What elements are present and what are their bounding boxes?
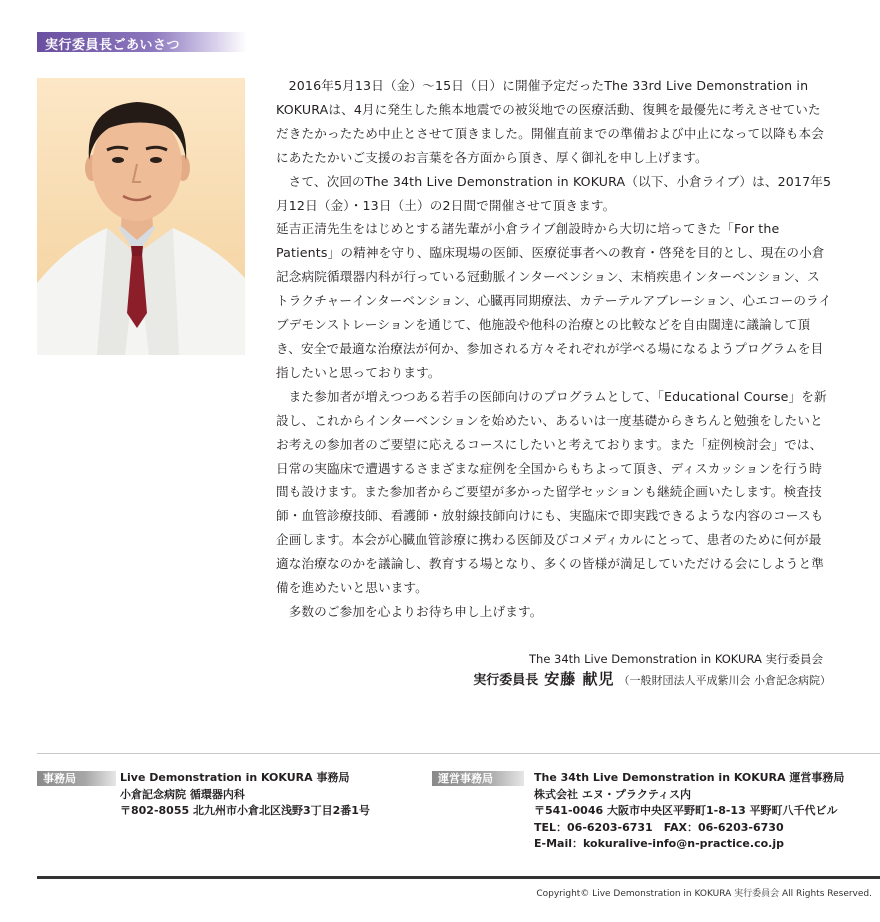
divider (37, 753, 880, 754)
paragraph: また参加者が増えつつある若手の医師向けのプログラムとして、「Educational Course」を新設し、これからインターベンションを始めたい、あるいは一度基礎からきちんと勉強をしたいとお考えの参加者のご要望に応えるコースにしたいと考えております。また「症例検討会」では、日常の実臨床で遭遇するさまざまな症例を全国からもちよって頂き、ディスカッションを行う時間も設けます。また参加者からご要望が多かった留学セッションも継続企画いたします。検査技師・血管診療技師、看護師・放射線技師向けにも、実臨床で即実践できるような内容のコースも企画します。本会が心臓血管診療に携わる医師及びコメディカルにとって、患者のために何が最適な治療なのかを議論し、教育する場となり、多くの皆様が満足していただける会にしようと準備を進めたいと思います。 (276, 388, 827, 596)
paragraph: 延吉正清先生をはじめとする諸先輩が小倉ライブ創設時から大切に培ってきた「For the Patients」の精神を守り、臨床現場の医師、医療従事者への教育・啓発を目的とし、現在の小倉記念病院循環器内科が行っている冠動脈インターベンション、末梢疾患インターベンション、ストラクチャーインターベンション、心臓再同期療法、カテーテルアブレーション、心エコーのライブデモンストレーションを通じて、他施設や他科の治療との比較などを自由闊達に議論して頂き、安全で最適な治療法が何か、参加される方々それぞれが学べる場になるようプログラムを目指したいと思っております。 (276, 221, 832, 380)
office-info (120, 770, 370, 820)
office-info-line: 〒802-8055 北九州市小倉北区浅野3丁目2番1号 (120, 804, 370, 817)
signature-name: 安藤 献児 (544, 670, 615, 688)
chairman-photo (37, 78, 245, 355)
paragraph: 多数のご参加を心よりお待ち申し上げます。 (288, 603, 543, 619)
operations-info-line: 〒541-0046 大阪市中央区平野町1-8-13 平野町八千代ビル (534, 804, 838, 817)
operations-info-line: The 34th Live Demonstration in KOKURA 運営事務局 (534, 771, 845, 784)
office-badge: 事務局 (37, 771, 116, 786)
paragraph: 2016年5月13日（金）～15日（日）に開催予定だったThe 33rd Live Demonstration in KOKURAは、4月に発生した熊本地震での被災地での医療活動、復興を最優先に考えさせていただきたかったため中止とさせて頂きました。開催直前までの準備および中止になって以降も本会にあたたかいご支援のお言葉を各方面から頂き、厚く御礼を申し上げます。 (276, 78, 824, 165)
operations-info-line: 株式会社 エヌ・プラクティス内 (534, 787, 691, 801)
signature-organization: （一般財団法人平成紫川会 小倉記念病院） (618, 674, 831, 687)
operations-contact-phone: TEL：06-6203-6731 FAX：06-6203-6730 (534, 820, 784, 834)
operations-office-info (534, 770, 844, 853)
paragraph: さて、次回のThe 34th Live Demonstration in KOKURA（以下、小倉ライブ）は、2017年5月12日（金）・13日（土）の2日間で開催させて頂きます。 (276, 173, 832, 213)
signature-line (473, 668, 831, 689)
copyright: Copyright© Live Demonstration in KOKURA 実行委員会 All Rights Reserved. (536, 889, 872, 899)
portrait-illustration (37, 78, 245, 355)
operations-office-badge: 運営事務局 (432, 771, 524, 786)
committee-name: The 34th Live Demonstration in KOKURA 実行委員会 (529, 652, 823, 666)
section-header (37, 32, 247, 52)
office-info-line: 小倉記念病院 循環器内科 (120, 787, 245, 801)
operations-contact-email: E-Mail：kokuralive-info@n-practice.co.jp (534, 837, 784, 850)
footer-divider (37, 876, 880, 879)
section-title: 実行委員長ごあいさつ (45, 38, 181, 53)
greeting-body (276, 74, 832, 624)
office-info-line: Live Demonstration in KOKURA 事務局 (120, 771, 350, 784)
signature-role: 実行委員長 (473, 673, 539, 688)
